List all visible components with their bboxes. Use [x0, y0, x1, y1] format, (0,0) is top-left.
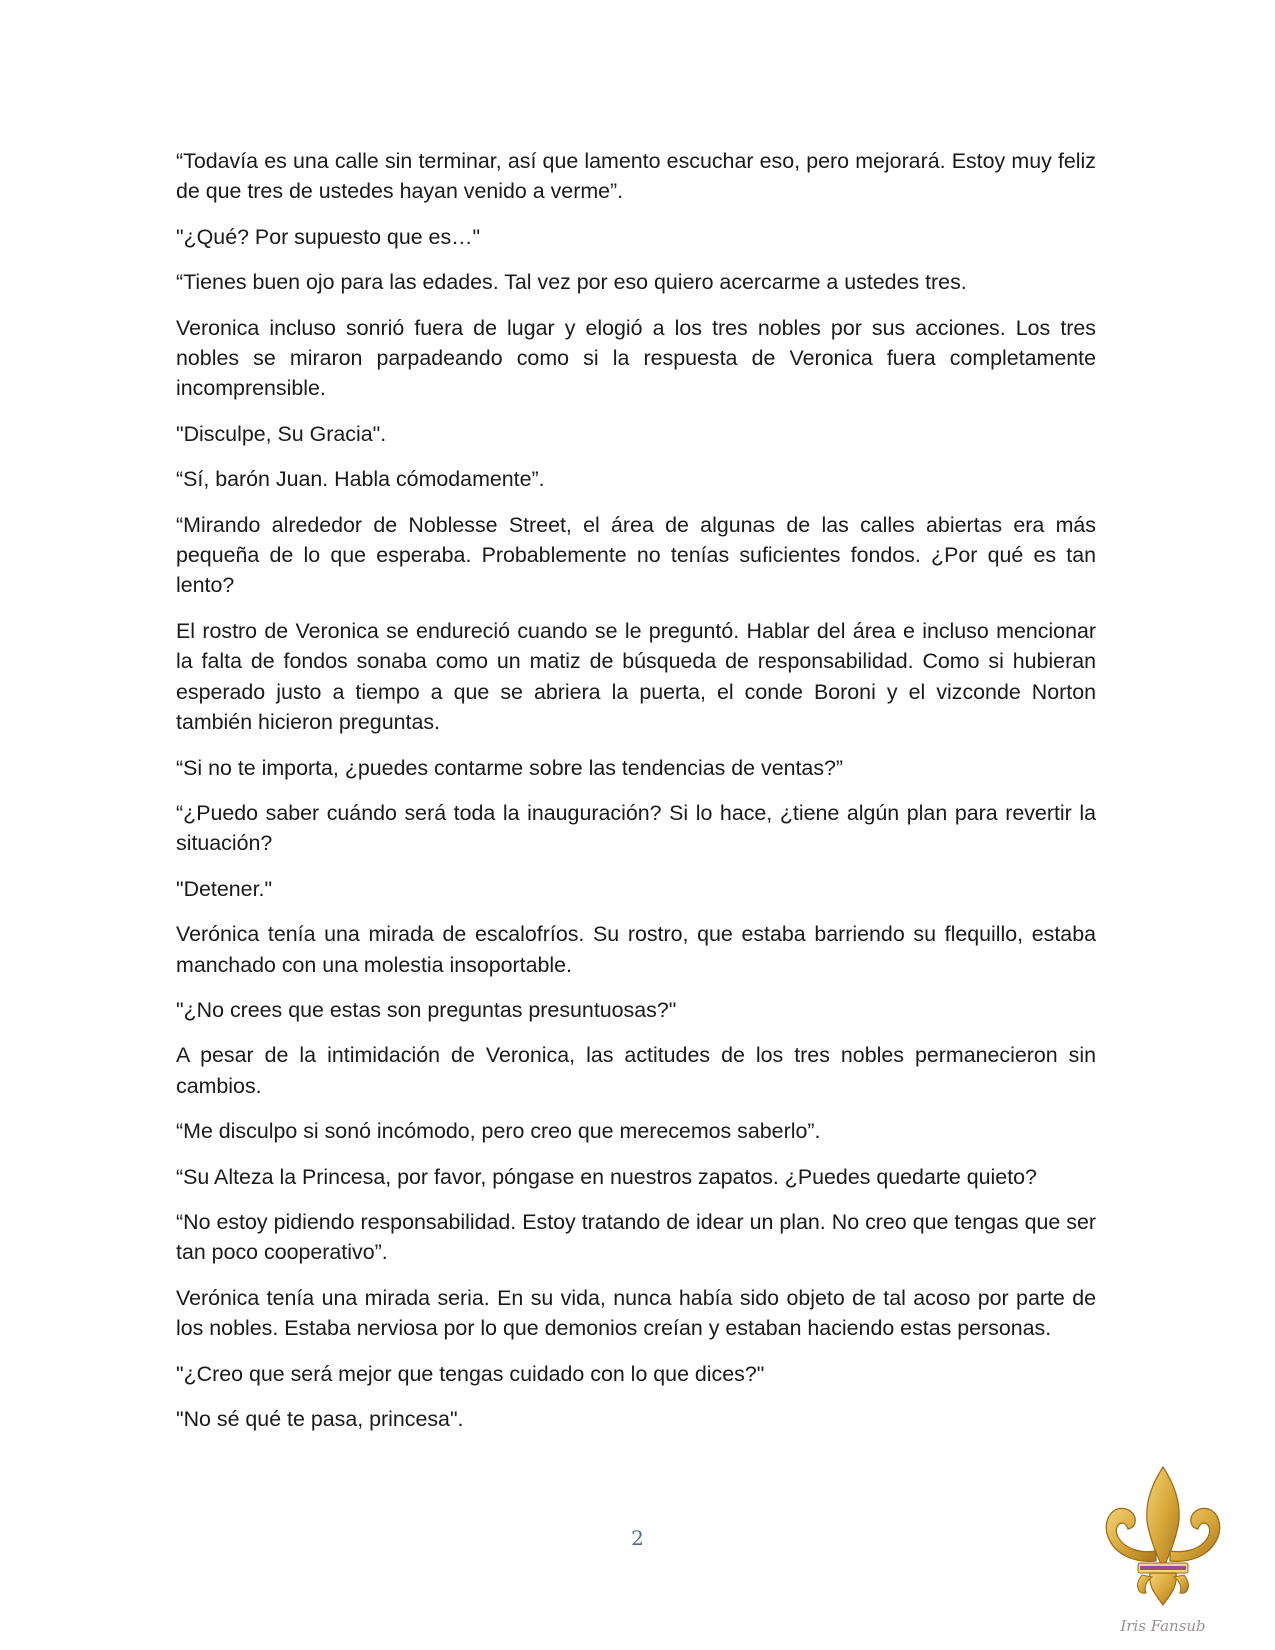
- paragraph: Verónica tenía una mirada seria. En su vida, nunca había sido objeto de tal acoso por parte de los nobles. Estaba nerviosa por lo que demonios creían y estaban haciendo estas personas.: [176, 1285, 1096, 1341]
- paragraph: Veronica incluso sonrió fuera de lugar y elogió a los tres nobles por sus acciones. Los tres nobles se miraron parpadeando como si la respuesta de Veronica fuera completamente incomprensible.: [176, 315, 1096, 401]
- paragraph: "¿Creo que será mejor que tengas cuidado con lo que dices?": [176, 1361, 765, 1386]
- logo-signature: Iris Fansub: [1120, 1617, 1206, 1635]
- document-body: [176, 146, 1096, 1449]
- paragraph: "Disculpe, Su Gracia".: [176, 421, 387, 446]
- paragraph: "No sé qué te pasa, princesa".: [176, 1407, 464, 1431]
- paragraph: A pesar de la intimidación de Veronica, las actitudes de los tres nobles permanecieron sin cambios.: [176, 1043, 1096, 1098]
- paragraph: “Si no te importa, ¿puedes contarme sobre las tendencias de ventas?”: [176, 755, 844, 780]
- paragraph: "Detener.": [176, 876, 273, 901]
- page-number: 2: [631, 1526, 644, 1550]
- paragraph: El rostro de Veronica se endureció cuando se le preguntó. Hablar del área e incluso mencionar la falta de fondos sonaba como un matiz de búsqueda de responsabilidad. Como si hubieran esperado justo a tiempo a que se abriera la puerta, el conde Boroni y el vizconde Norton también hicieron preguntas.: [176, 618, 1096, 735]
- paragraph: “Tienes buen ojo para las edades. Tal vez por eso quiero acercarme a ustedes tres.: [176, 270, 967, 295]
- paragraph: “Sí, barón Juan. Habla cómodamente”.: [176, 467, 545, 492]
- paragraph: “No estoy pidiendo responsabilidad. Estoy tratando de idear un plan. No creo que tengas que ser tan poco cooperativo”.: [176, 1209, 1096, 1265]
- paragraph: Verónica tenía una mirada de escalofríos. Su rostro, que estaba barriendo su flequillo, estaba manchado con una molestia insoportable.: [176, 922, 1096, 977]
- paragraph: “Mirando alrededor de Noblesse Street, el área de algunas de las calles abiertas era más pequeña de lo que esperaba. Probablemente no tenías suficientes fondos. ¿Por qué es tan lento?: [176, 512, 1096, 598]
- fansub-logo: [1098, 1465, 1228, 1640]
- paragraph: “Todavía es una calle sin terminar, así que lamento escuchar eso, pero mejorará. Estoy muy feliz de que tres de ustedes hayan venido a verme”.: [176, 149, 1096, 204]
- paragraph: “Su Alteza la Princesa, por favor, póngase en nuestros zapatos. ¿Puedes quedarte quieto?: [176, 1164, 1037, 1189]
- paragraph: “¿Puedo saber cuándo será toda la inauguración? Si lo hace, ¿tiene algún plan para revertir la situación?: [176, 800, 1096, 856]
- paragraph: "¿No crees que estas son preguntas presuntuosas?": [176, 997, 677, 1022]
- paragraph: "¿Qué? Por supuesto que es…": [176, 224, 481, 249]
- fleur-de-lis-icon: [1098, 1465, 1228, 1640]
- paragraph: “Me disculpo si sonó incómodo, pero creo que merecemos saberlo”.: [176, 1119, 821, 1144]
